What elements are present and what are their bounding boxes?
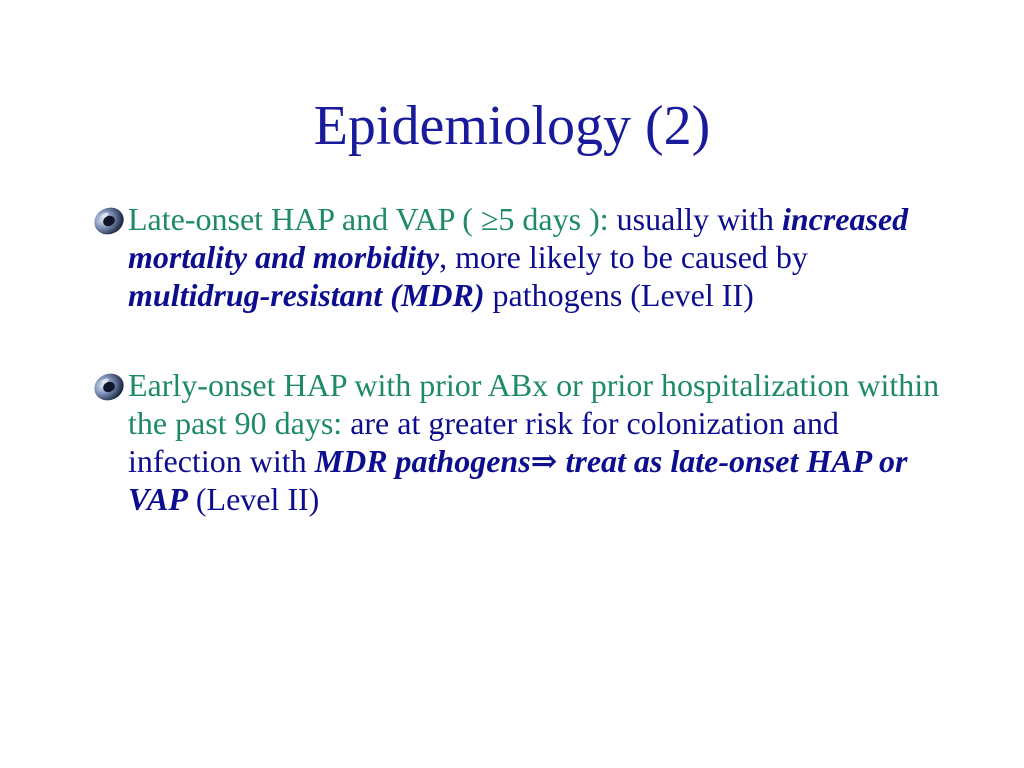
- bullet-text: are at greater risk for colonization and infection with: [128, 405, 839, 479]
- bullet-emphasis: increased mortality and morbidity: [128, 201, 909, 275]
- slide-title: Epidemiology (2): [313, 95, 711, 157]
- ring-bullet-icon: [92, 204, 126, 238]
- ring-bullet-icon: [92, 370, 126, 404]
- bullet-emphasis: MDR pathogens⇒ treat as late-onset HAP or VAP: [128, 443, 908, 517]
- bullet-emphasis: multidrug-resistant (MDR): [128, 277, 485, 313]
- bullet-lead-text: Late-onset HAP and VAP ( ≥5 days ):: [128, 201, 609, 237]
- bullet-lead-text: Early-onset HAP with prior ABx or prior hospitalization within the past 90 days:: [128, 367, 940, 441]
- bullet-text: (Level II): [187, 481, 320, 517]
- bullet-text: , more likely to be caused by: [439, 239, 808, 275]
- bullet-item: [92, 366, 952, 518]
- bullet-text: usually with: [608, 201, 782, 237]
- bullet-list: [92, 200, 952, 518]
- bullet-item: [92, 200, 952, 314]
- bullet-text: pathogens (Level II): [484, 277, 754, 313]
